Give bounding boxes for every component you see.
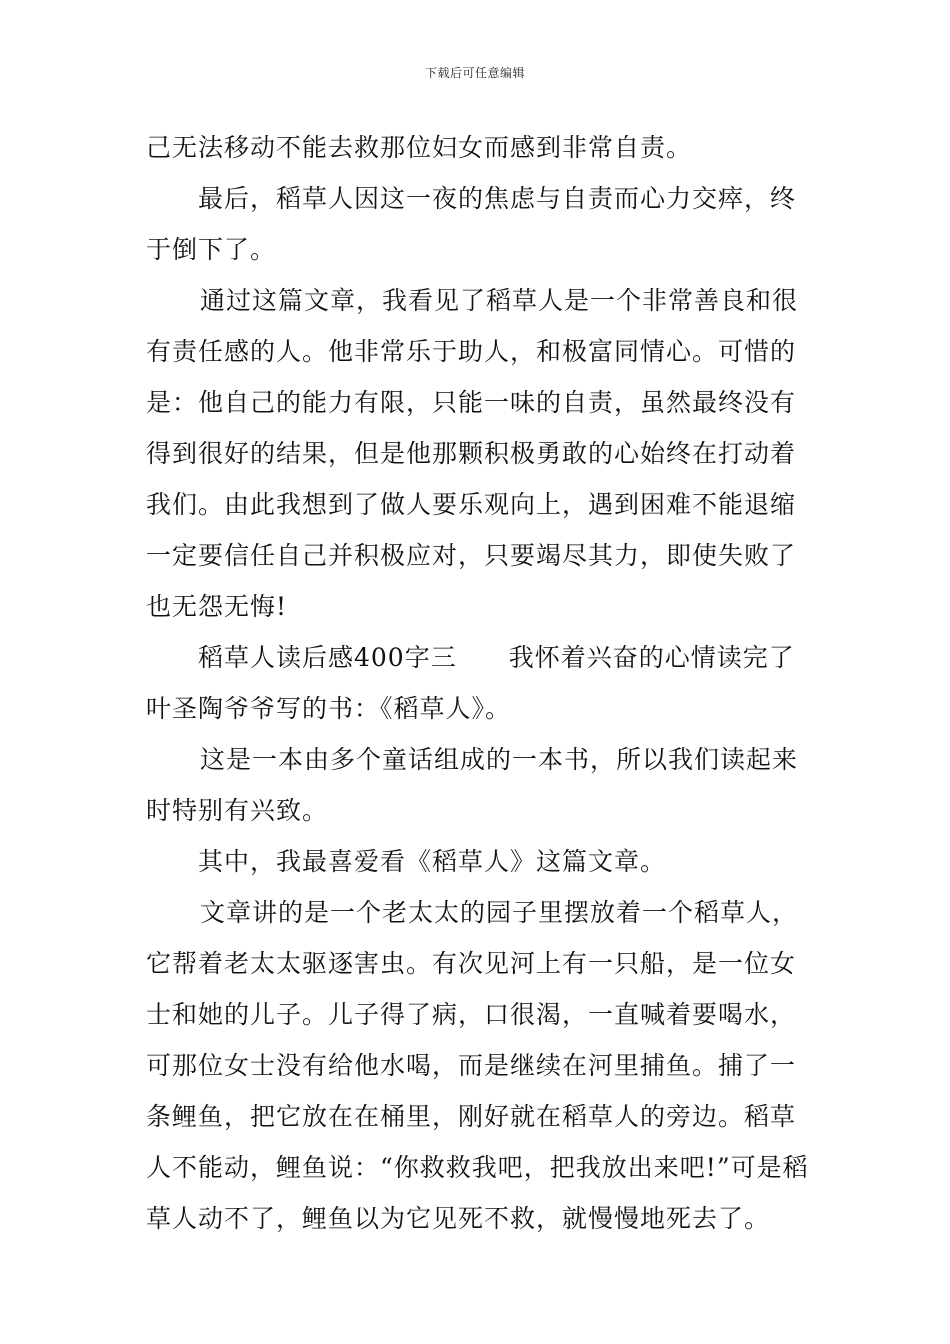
paragraph-continuation: 己无法移动不能去救那位妇女而感到非常自责。 xyxy=(146,133,693,162)
paragraph-reflection: 通过这篇文章，我看见了稻草人是一个非常善良和很有责任感的人。他非常乐于助人，和极富同情心。可惜的是：他自己的能力有限，只能一味的自责，虽然最终没有得到很好的结果，但是他那颗积极勇敢的心始终在打动着我们。由此我想到了做人要乐观向上，遇到困难不能退缩一定要信任自己并积极应对，只要竭尽其力，即使失败了也无怨无悔! xyxy=(146,286,799,621)
paragraph-story-summary: 文章讲的是一个老太太的园子里摆放着一个稻草人，它帮着老太太驱逐害虫。有次见河上有一只船，是一位女士和她的儿子。儿子得了病，口很渴，一直喊着要喝水，可那位女士没有给他水喝，而是继续在河里捕鱼。捕了一条鲤鱼，把它放在在桶里，刚好就在稻草人的旁边。稻草人不能动，鲤鱼说：“你救救我吧，把我放出来吧!”可是稻草人动不了，鲤鱼以为它见死不救，就慢慢地死去了。 xyxy=(146,898,809,1233)
page-header: 下载后可任意编辑 xyxy=(424,66,525,80)
paragraph-essay-three-intro: 稻草人读后感400字三 我怀着兴奋的心情读完了叶圣陶爷爷写的书：《稻草人》。 xyxy=(146,643,795,723)
paragraph-book-description: 这是一本由多个童话组成的一本书，所以我们读起来时特别有兴致。 xyxy=(146,745,799,825)
paragraph-favorite-story: 其中，我最喜爱看《稻草人》这篇文章。 xyxy=(198,847,667,876)
paragraph-scarecrow-collapse: 最后，稻草人因这一夜的焦虑与自责而心力交瘁，终于倒下了。 xyxy=(146,184,797,264)
document-body xyxy=(146,122,810,1244)
